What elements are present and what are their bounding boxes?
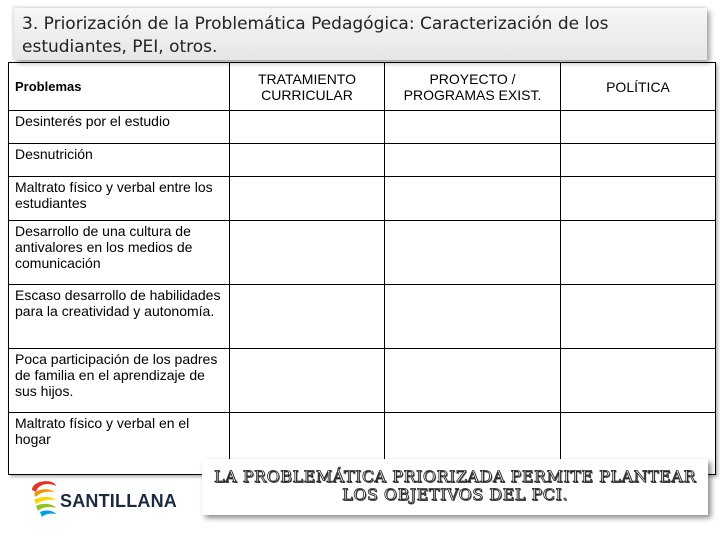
table-row [9, 177, 716, 221]
header-tratamiento-curricular: TRATAMIENTO CURRICULAR [230, 63, 385, 111]
santillana-logo [28, 474, 198, 518]
row-label: Desnutrición [9, 144, 230, 177]
table-cell [230, 111, 385, 144]
table-cell [385, 177, 561, 221]
table-cell [561, 177, 716, 221]
table-cell [385, 111, 561, 144]
row-label: Escaso desarrollo de habilidades para la creatividad y autonomía. [9, 285, 230, 349]
santillana-swirl-icon [28, 474, 62, 518]
table-cell [385, 144, 561, 177]
table-row [9, 285, 716, 349]
row-label: Maltrato físico y verbal en el hogar [9, 413, 230, 475]
conclusion-banner: LA PROBLEMÁTICA PRIORIZADA PERMITE PLANTEAR LOS OBJETIVOS DEL PCI. [202, 459, 708, 515]
table-cell [385, 349, 561, 413]
table-cell [230, 177, 385, 221]
table-row [9, 349, 716, 413]
table-row [9, 221, 716, 285]
row-label: Maltrato físico y verbal entre los estudiantes [9, 177, 230, 221]
table-cell [385, 221, 561, 285]
table-cell [230, 144, 385, 177]
row-label: Desinterés por el estudio [9, 111, 230, 144]
problems-table [8, 62, 716, 475]
table-row [9, 144, 716, 177]
table-row [9, 111, 716, 144]
table-cell [385, 285, 561, 349]
header-politica: POLÍTICA [561, 63, 716, 111]
header-proyecto-programas: PROYECTO / PROGRAMAS EXIST. [385, 63, 561, 111]
table-cell [561, 349, 716, 413]
logo-text: SANTILLANA [60, 491, 177, 511]
table-cell [230, 349, 385, 413]
table-cell [230, 285, 385, 349]
slide-title: 3. Priorización de la Problemática Pedagógica: Caracterización de los estudiantes, PEI, otros. [14, 8, 707, 60]
table-cell [561, 144, 716, 177]
row-label: Desarrollo de una cultura de antivalores en los medios de comunicación [9, 221, 230, 285]
table-header-row [9, 63, 716, 111]
table-cell [561, 221, 716, 285]
row-label: Poca participación de los padres de familia en el aprendizaje de sus hijos. [9, 349, 230, 413]
table-cell [561, 111, 716, 144]
table-cell [230, 221, 385, 285]
table-cell [561, 285, 716, 349]
header-problemas: Problemas [9, 63, 230, 111]
